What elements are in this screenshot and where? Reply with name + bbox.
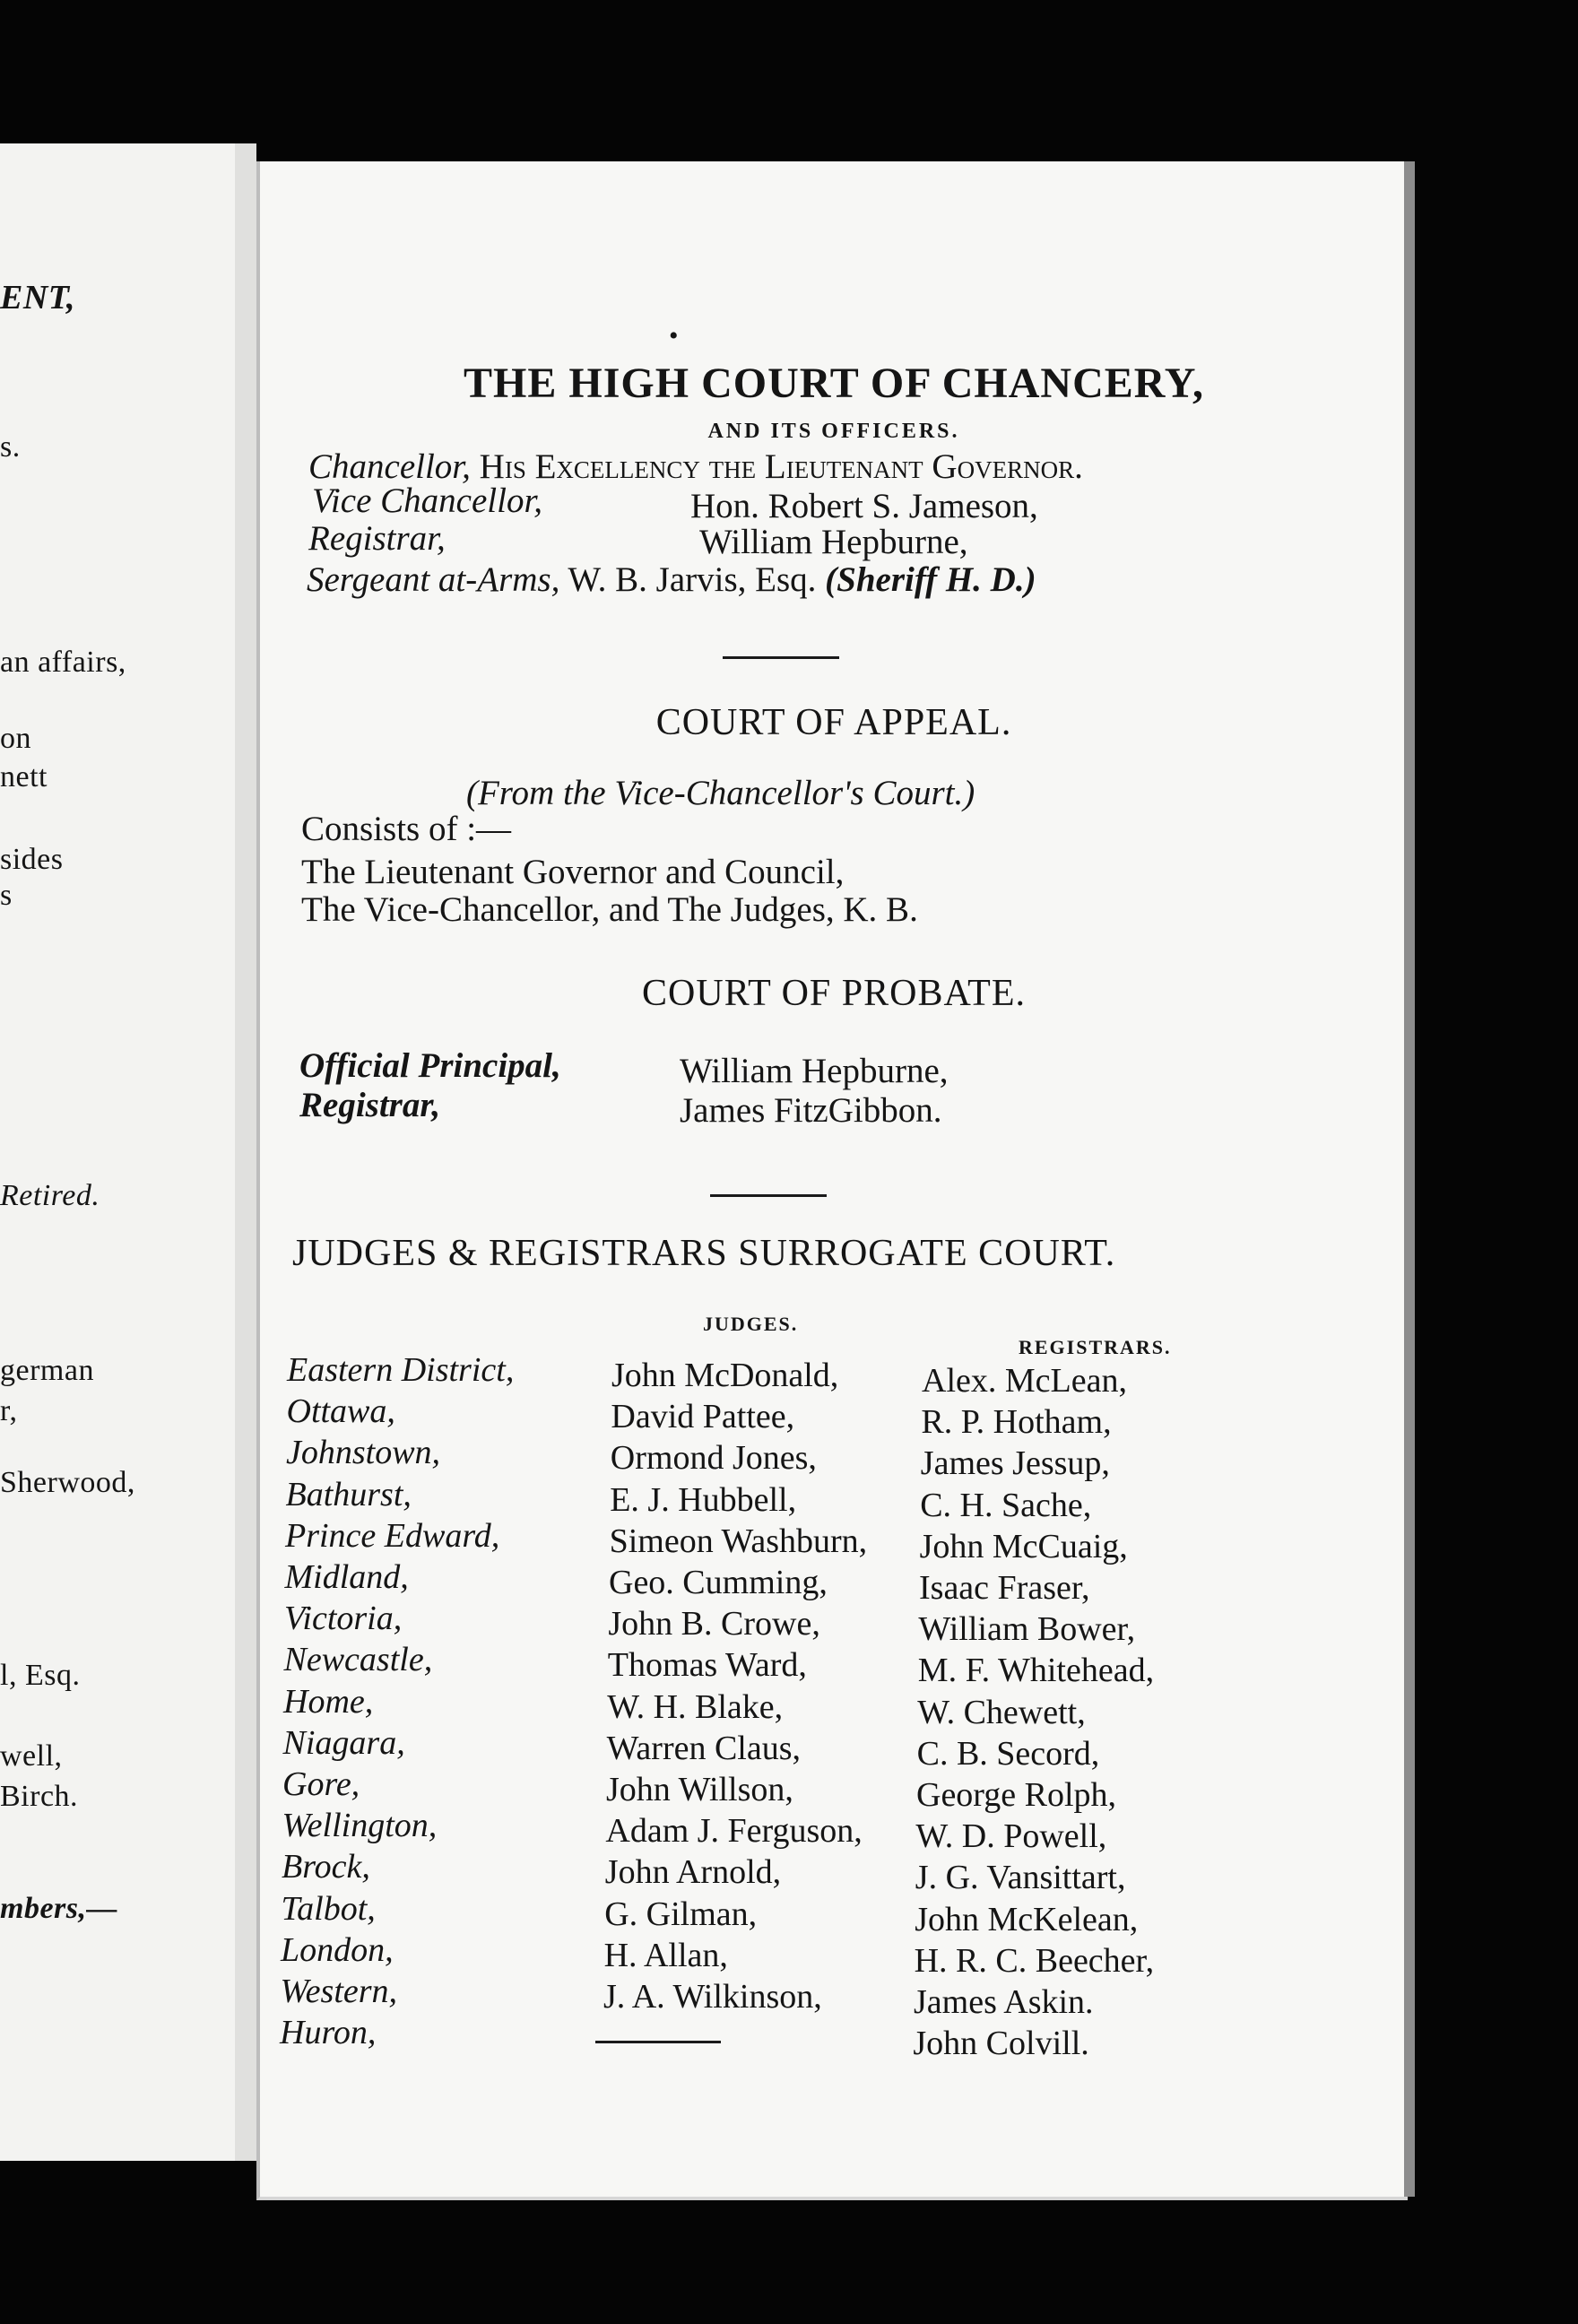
district-cell: Gore,	[282, 1765, 360, 1803]
probate-registrar-value: James FitzGibbon.	[680, 1091, 942, 1130]
district-cell: Huron,	[280, 2014, 377, 2052]
registrar-cell: W. Chewett,	[917, 1693, 1086, 1731]
district-cell: Eastern District,	[287, 1351, 515, 1389]
registrar-cell: M. F. Whitehead,	[917, 1652, 1155, 1690]
left-fragment: Birch.	[0, 1780, 79, 1813]
registrar-cell: H. R. C. Beecher,	[914, 1941, 1155, 1980]
judge-cell: Thomas Ward,	[607, 1646, 807, 1685]
registrar-cell: Alex. McLean,	[922, 1362, 1127, 1400]
judge-cell: John McDonald,	[611, 1357, 839, 1394]
judge-cell: Adam J. Ferguson,	[605, 1812, 863, 1851]
appeal-line-1: The Lieutenant Governor and Council,	[301, 853, 845, 891]
judge-cell: E. J. Hubbell,	[610, 1480, 797, 1519]
judge-cell: W. H. Blake,	[607, 1687, 784, 1726]
section-divider	[710, 1194, 827, 1197]
district-cell: Victoria,	[284, 1600, 403, 1638]
registrar-cell: William Bower,	[918, 1610, 1136, 1649]
probate-title: COURT OF PROBATE.	[642, 973, 1026, 1014]
judge-cell: John Willson,	[606, 1771, 793, 1808]
chancery-subtitle: AND ITS OFFICERS.	[707, 420, 960, 443]
judge-cell: David Pattee,	[611, 1398, 795, 1436]
district-cell: Ottawa,	[286, 1392, 395, 1431]
left-fragment: s.	[0, 430, 21, 464]
district-cell: Johnstown,	[286, 1434, 441, 1472]
chancery-title: THE HIGH COURT OF CHANCERY,	[464, 360, 1204, 407]
registrar-cell: Isaac Fraser,	[919, 1569, 1090, 1607]
left-fragment: s	[0, 879, 13, 912]
appeal-subtitle: (From the Vice-Chancellor's Court.)	[466, 774, 975, 812]
judge-cell: John Arnold,	[604, 1853, 782, 1892]
left-fragment: r,	[0, 1394, 18, 1427]
judge-cell: Simeon Washburn,	[609, 1522, 868, 1560]
district-cell: Western,	[280, 1973, 398, 2010]
probate-official-value: William Hepburne,	[680, 1052, 949, 1090]
page-edge-shadow	[1404, 161, 1415, 2197]
district-cell: Wellington,	[282, 1807, 438, 1845]
registrar-cell: W. D. Powell,	[915, 1817, 1107, 1856]
judges-column-header: JUDGES.	[703, 1313, 799, 1335]
sergeant-label: Sergeant at-Arms,	[307, 560, 560, 599]
printer-mark: •	[669, 321, 679, 351]
judge-cell: J. A. Wilkinson,	[603, 1978, 822, 2016]
registrar-cell: James Askin.	[914, 1983, 1094, 2021]
appeal-consists: Consists of :—	[301, 810, 512, 848]
district-cell: Talbot,	[281, 1889, 376, 1928]
judge-cell: Warren Claus,	[606, 1729, 802, 1767]
document-page	[256, 161, 1408, 2200]
district-cell: Brock,	[282, 1848, 370, 1886]
district-cell: Midland,	[284, 1558, 409, 1596]
registrar-label: Registrar,	[308, 519, 446, 558]
left-fragment: mbers,—	[0, 1892, 117, 1925]
district-cell: Niagara,	[282, 1723, 405, 1762]
registrar-cell: John Colvill.	[913, 2025, 1089, 2063]
left-fragment: on	[0, 722, 31, 755]
left-fragment: well,	[0, 1739, 63, 1773]
judge-cell: G. Gilman,	[604, 1895, 758, 1933]
vice-chancellor-value: Hon. Robert S. Jameson,	[690, 487, 1038, 525]
district-cell: Newcastle,	[283, 1641, 433, 1679]
probate-official-label: Official Principal,	[299, 1046, 561, 1085]
judge-cell: Geo. Cumming,	[609, 1564, 828, 1601]
left-fragment: an affairs,	[0, 646, 126, 679]
sergeant-row	[307, 559, 1036, 600]
left-fragment: sides	[0, 843, 64, 876]
judge-cell: Ormond Jones,	[610, 1439, 817, 1478]
registrar-cell: C. B. Secord,	[916, 1734, 1100, 1773]
registrar-cell: John McCuaig,	[919, 1527, 1128, 1565]
registrar-cell: J. G. Vansittart,	[915, 1859, 1126, 1897]
registrar-cell: R. P. Hotham,	[921, 1403, 1112, 1442]
vice-chancellor-label: Vice Chancellor,	[312, 481, 543, 520]
district-cell: Bathurst,	[285, 1475, 412, 1513]
registrar-value: William Hepburne,	[699, 523, 968, 561]
registrar-cell: John McKelean,	[915, 1900, 1139, 1938]
left-fragment: german	[0, 1354, 94, 1387]
table-end-rule	[595, 2041, 721, 2043]
judge-cell: John B. Crowe,	[608, 1605, 820, 1643]
surrogate-title: JUDGES & REGISTRARS SURROGATE COURT.	[292, 1233, 1116, 1274]
left-facing-page	[0, 143, 238, 2161]
district-cell: Prince Edward,	[285, 1516, 500, 1555]
left-fragment: l, Esq.	[0, 1659, 81, 1692]
left-fragment: nett	[0, 760, 48, 793]
appeal-title: COURT OF APPEAL.	[655, 702, 1012, 743]
left-fragment: ENT,	[0, 279, 76, 317]
registrar-cell: James Jessup,	[920, 1444, 1110, 1483]
registrar-cell: George Rolph,	[916, 1776, 1117, 1814]
left-fragment: Retired.	[0, 1179, 100, 1212]
chancellor-label: Chancellor,	[308, 447, 471, 486]
registrar-cell: C. H. Sache,	[920, 1486, 1092, 1524]
appeal-line-2: The Vice-Chancellor, and The Judges, K. B.	[301, 890, 918, 929]
page-gutter	[235, 143, 256, 2161]
district-cell: Home,	[283, 1682, 374, 1721]
sergeant-value: W. B. Jarvis, Esq.	[568, 560, 817, 599]
registrars-column-header: REGISTRARS.	[1019, 1336, 1172, 1358]
chancellor-value: His Excellency the Lieutenant Governor.	[479, 447, 1083, 486]
probate-registrar-label: Registrar,	[299, 1086, 441, 1124]
section-divider	[723, 656, 839, 659]
left-fragment: Sherwood,	[0, 1466, 135, 1499]
sergeant-note: (Sheriff H. D.)	[825, 560, 1036, 599]
judge-cell: H. Allan,	[603, 1936, 728, 1974]
district-cell: London,	[281, 1930, 394, 1969]
